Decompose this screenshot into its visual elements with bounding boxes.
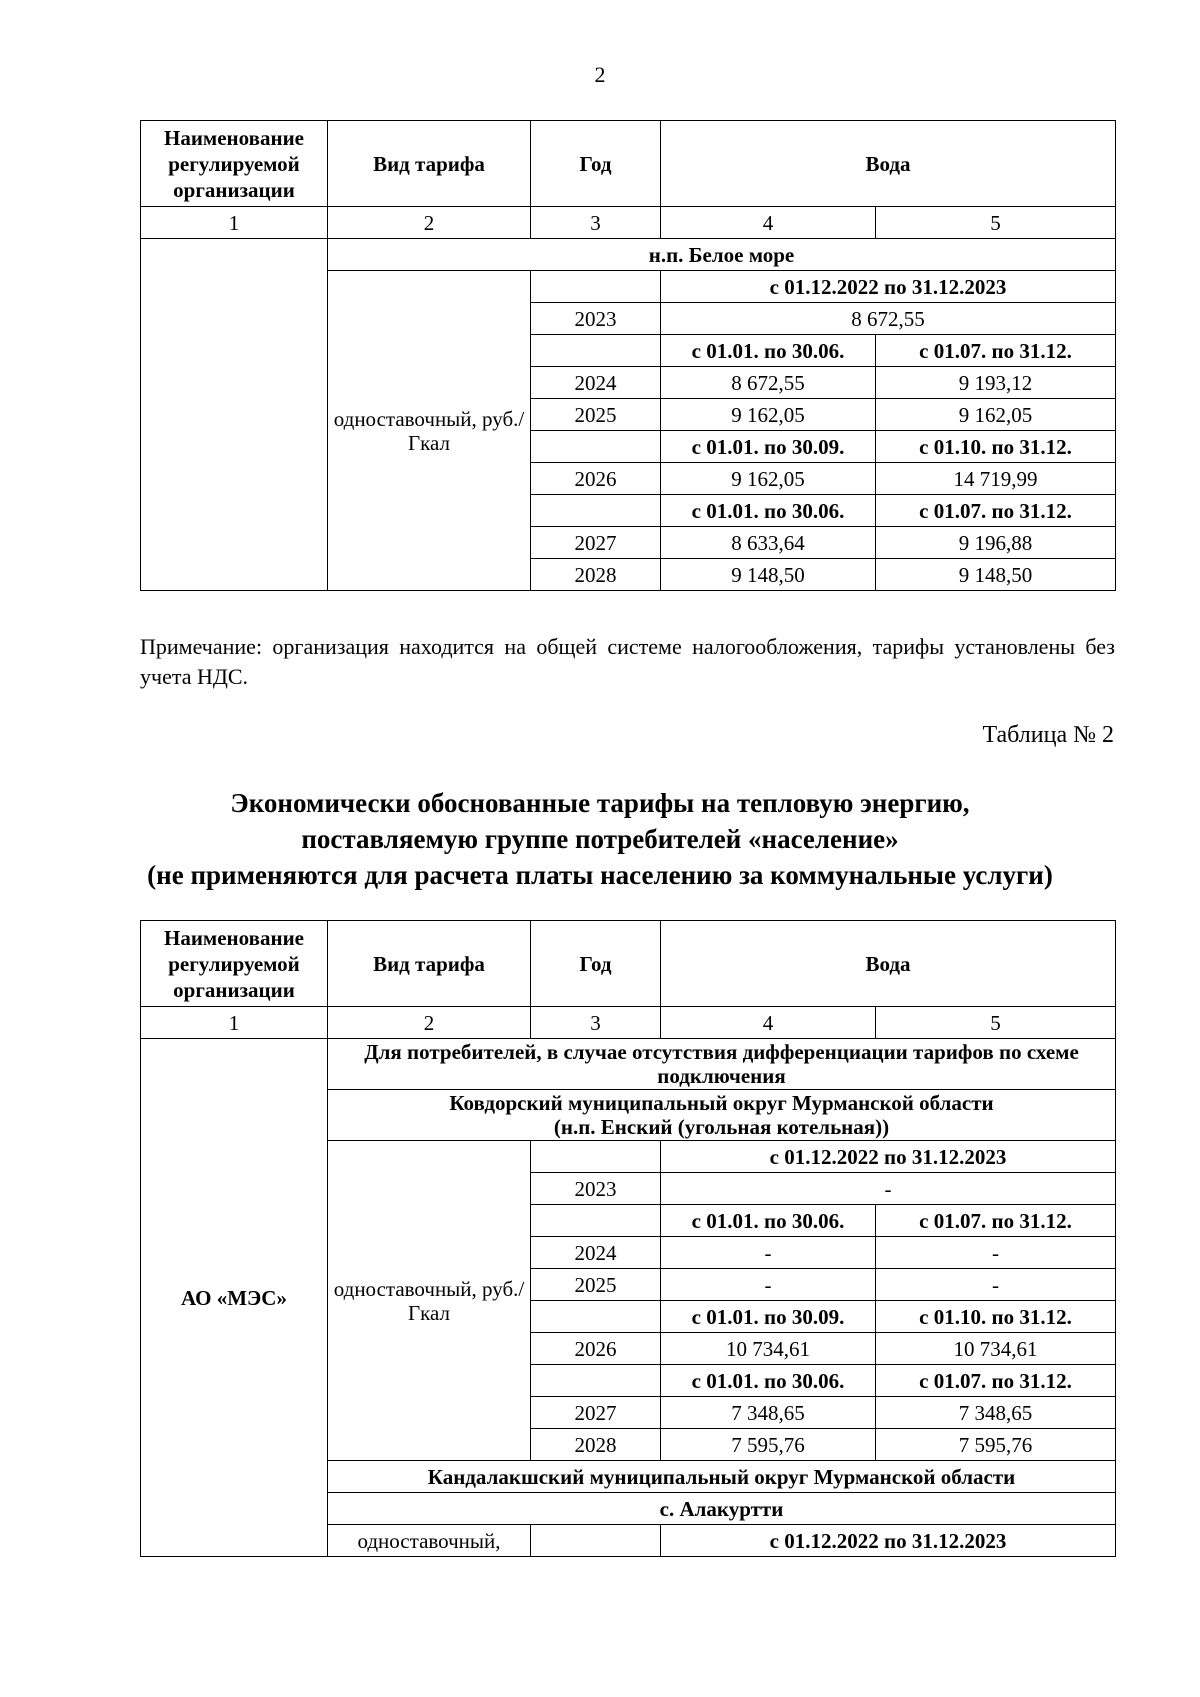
- value-cell: -: [661, 1173, 1116, 1205]
- value-cell: 9 162,05: [661, 463, 876, 495]
- table-note: Примечание: организация находится на общей системе налогообложения, тарифы установлены без учета НДС.: [140, 634, 1115, 689]
- col-number: 2: [328, 1007, 531, 1039]
- tariff-type-cell: одноставочный, руб./Гкал: [328, 1141, 531, 1461]
- header-year: Год: [531, 921, 661, 1007]
- period-cell: с 01.01. по 30.09.: [661, 431, 876, 463]
- year-cell: 2023: [531, 1173, 661, 1205]
- year-cell: 2027: [531, 1397, 661, 1429]
- year-cell: [531, 431, 661, 463]
- value-cell: 9 148,50: [876, 559, 1116, 591]
- year-cell: [531, 495, 661, 527]
- col-number: 1: [141, 207, 328, 239]
- year-cell: [531, 271, 661, 303]
- header-row: [141, 121, 1116, 207]
- value-cell: 14 719,99: [876, 463, 1116, 495]
- col-number: 4: [661, 207, 876, 239]
- year-cell: 2024: [531, 367, 661, 399]
- value-cell: -: [876, 1269, 1116, 1301]
- value-cell: 10 734,61: [876, 1333, 1116, 1365]
- table-row: [141, 1039, 1116, 1090]
- tariff-type-cell: одноставочный, руб./Гкал: [328, 271, 531, 591]
- year-cell: 2026: [531, 1333, 661, 1365]
- header-tariff-type: Вид тарифа: [328, 921, 531, 1007]
- value-cell: 7 595,76: [661, 1429, 876, 1461]
- year-cell: 2025: [531, 1269, 661, 1301]
- value-cell: 9 193,12: [876, 367, 1116, 399]
- period-cell: с 01.01. по 30.06.: [661, 1205, 876, 1237]
- value-cell: -: [661, 1269, 876, 1301]
- settlement-row: н.п. Белое море: [328, 239, 1116, 271]
- table-label: Таблица № 2: [982, 722, 1114, 748]
- value-cell: 7 595,76: [876, 1429, 1116, 1461]
- year-cell: 2028: [531, 559, 661, 591]
- value-cell: 8 633,64: [661, 527, 876, 559]
- value-cell: 9 148,50: [661, 559, 876, 591]
- value-cell: -: [876, 1237, 1116, 1269]
- heading-line: Экономически обоснованные тарифы на тепловую энергию,: [230, 788, 970, 818]
- header-org: Наименование регулируемой организации: [141, 121, 328, 207]
- year-cell: [531, 1365, 661, 1397]
- year-cell: [531, 1525, 661, 1557]
- header-year: Год: [531, 121, 661, 207]
- col-number: 3: [531, 207, 661, 239]
- heading-line: поставляемую группе потребителей «население»: [301, 824, 899, 854]
- value-cell: 9 162,05: [876, 399, 1116, 431]
- year-cell: [531, 1141, 661, 1173]
- tariff-table-2: [140, 920, 1116, 1557]
- period-cell: с 01.12.2022 по 31.12.2023: [661, 1141, 1116, 1173]
- header-water: Вода: [661, 921, 1116, 1007]
- tariff-type-cell: одноставочный,: [328, 1525, 531, 1557]
- district-name: Ковдорский муниципальный округ Мурманской области: [449, 1091, 994, 1115]
- col-number: 2: [328, 207, 531, 239]
- column-number-row: [141, 207, 1116, 239]
- settlement-row: с. Алакуртти: [328, 1493, 1116, 1525]
- period-cell: с 01.12.2022 по 31.12.2023: [661, 1525, 1116, 1557]
- col-number: 3: [531, 1007, 661, 1039]
- year-cell: 2026: [531, 463, 661, 495]
- year-cell: [531, 335, 661, 367]
- period-cell: с 01.07. по 31.12.: [876, 1205, 1116, 1237]
- header-org: Наименование регулируемой организации: [141, 921, 328, 1007]
- col-number: 1: [141, 1007, 328, 1039]
- period-cell: с 01.10. по 31.12.: [876, 1301, 1116, 1333]
- year-cell: 2028: [531, 1429, 661, 1461]
- year-cell: 2024: [531, 1237, 661, 1269]
- value-cell: 8 672,55: [661, 367, 876, 399]
- year-cell: [531, 1205, 661, 1237]
- value-cell: -: [661, 1237, 876, 1269]
- period-cell: с 01.07. по 31.12.: [876, 495, 1116, 527]
- period-cell: с 01.01. по 30.06.: [661, 495, 876, 527]
- value-cell: 10 734,61: [661, 1333, 876, 1365]
- period-cell: с 01.10. по 31.12.: [876, 431, 1116, 463]
- table-row: [141, 239, 1116, 271]
- year-cell: 2025: [531, 399, 661, 431]
- column-number-row: [141, 1007, 1116, 1039]
- period-cell: с 01.01. по 30.06.: [661, 335, 876, 367]
- col-number: 5: [876, 207, 1116, 239]
- consumers-row: Для потребителей, в случае отсутствия дифференциации тарифов по схеме подключения: [328, 1039, 1116, 1090]
- district-row: Кандалакшский муниципальный округ Мурманской области: [328, 1461, 1116, 1493]
- header-row: [141, 921, 1116, 1007]
- period-cell: с 01.01. по 30.09.: [661, 1301, 876, 1333]
- col-number: 5: [876, 1007, 1116, 1039]
- settlement-name: (н.п. Енский (угольная котельная)): [553, 1115, 890, 1139]
- page-number: 2: [594, 62, 606, 87]
- district-row: [328, 1090, 1116, 1141]
- header-water: Вода: [661, 121, 1116, 207]
- year-cell: 2027: [531, 527, 661, 559]
- header-tariff-type: Вид тарифа: [328, 121, 531, 207]
- col-number: 4: [661, 1007, 876, 1039]
- section-heading: [0, 785, 1200, 893]
- value-cell: 7 348,65: [876, 1397, 1116, 1429]
- heading-line: (не применяются для расчета платы населению за коммунальные услуги): [147, 860, 1053, 890]
- tariff-table-1: [140, 120, 1116, 591]
- value-cell: 9 162,05: [661, 399, 876, 431]
- value-cell: 8 672,55: [661, 303, 1116, 335]
- value-cell: 7 348,65: [661, 1397, 876, 1429]
- period-cell: с 01.12.2022 по 31.12.2023: [661, 271, 1116, 303]
- org-cell-empty: [141, 239, 328, 591]
- period-cell: с 01.07. по 31.12.: [876, 1365, 1116, 1397]
- org-cell: АО «МЭС»: [141, 1039, 328, 1557]
- value-cell: 9 196,88: [876, 527, 1116, 559]
- year-cell: 2023: [531, 303, 661, 335]
- year-cell: [531, 1301, 661, 1333]
- period-cell: с 01.01. по 30.06.: [661, 1365, 876, 1397]
- period-cell: с 01.07. по 31.12.: [876, 335, 1116, 367]
